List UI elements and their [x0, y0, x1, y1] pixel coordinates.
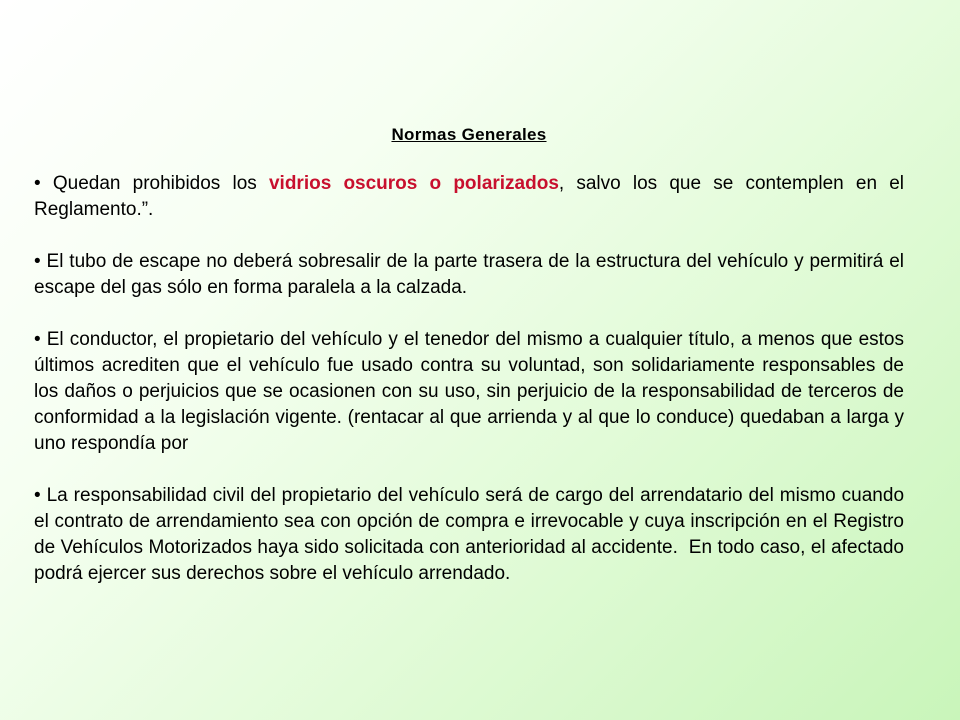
bullet: •	[34, 485, 41, 506]
paragraph-text-before: Quedan prohibidos los	[52, 173, 269, 194]
bullet: •	[34, 173, 41, 194]
paragraph-text: La responsabilidad civil del propietario del vehículo será de cargo del arrendatario del mismo cuando el contrato de arrendamiento sea con opción de compra e irrevocable y cuya inscripción en el Registro de Vehículos Motorizados haya sido solicitada con anterioridad al accidente. En todo caso, el afectado podrá ejercer sus derechos sobre el vehículo arrendado.	[34, 485, 910, 584]
paragraph-text-after: , salvo los que se contemplen en el Reglamento.”.	[34, 173, 905, 220]
paragraph-lessee-liability	[34, 483, 910, 587]
paragraph-joint-liability	[34, 327, 904, 457]
paragraph-text: El conductor, el propietario del vehículo y el tenedor del mismo a cualquier título, a menos que estos últimos acrediten que el vehículo fue usado contra su voluntad, son solidariamente responsables de los daños o perjuicios que se ocasionen con su uso, sin perjuicio de la responsabilidad de terceros de conformidad a la legislación vigente. (rentacar al que arrienda y al que lo conduce) quedaban a larga y uno respondía por	[34, 329, 905, 454]
bullet: •	[34, 251, 41, 272]
page-title: Normas Generales	[391, 125, 547, 144]
highlighted-text: vidrios oscuros o polarizados	[268, 173, 559, 194]
paragraph-text: El tubo de escape no deberá sobresalir de la parte trasera de la estructura del vehículo y permitirá el escape del gas sólo en forma paralela a la calzada.	[34, 251, 905, 298]
slide-content	[34, 122, 910, 587]
paragraph-exhaust-pipe	[34, 249, 904, 301]
bullet: •	[34, 329, 41, 350]
paragraph-polarized-windows	[34, 171, 904, 223]
